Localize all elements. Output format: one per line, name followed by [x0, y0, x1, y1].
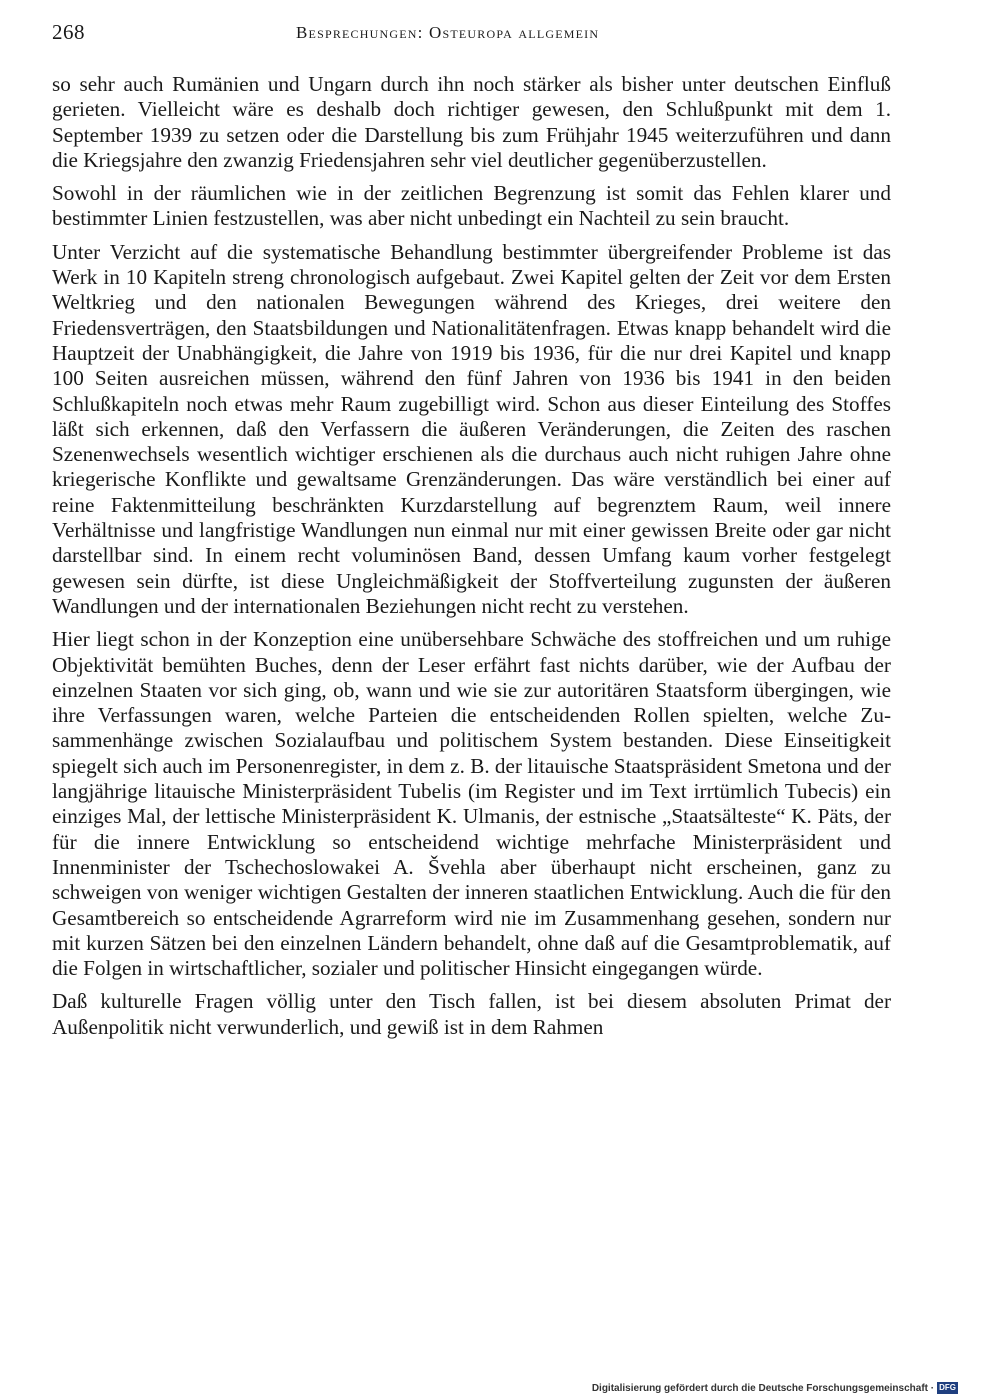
- digitization-credit: [592, 1382, 958, 1394]
- paragraph-5: Daß kulturelle Fragen völlig unter den Tisch fallen, ist bei diesem absoluten Primat der Außenpolitik nicht verwunderlich, und gewiß ist in dem Rahmen: [52, 989, 891, 1039]
- paragraph-1: so sehr auch Rumänien und Ungarn durch ihn noch stärker als bisher unter deutschen Einfluß gerieten. Vielleicht wäre es deshalb doch richtiger gewesen, den Schlußpunkt mit dem 1. September 1939 zu setzen oder die Darstellung bis zum Frühjahr 1945 weiterzuführen und dann die Kriegsjahre den zwanzig Friedensjahren sehr viel deutlicher gegenüberzustellen.: [52, 72, 891, 172]
- page-number: 268: [52, 20, 85, 44]
- article-body: [52, 72, 891, 1048]
- credit-text: Digitalisierung gefördert durch die Deutsche Forschungsgemeinschaft ·: [591, 1382, 935, 1394]
- paragraph-3: Unter Verzicht auf die systematische Behandlung bestimmter übergreifender Probleme ist das Werk in 10 Kapiteln streng chronologisch aufgebaut. Zwei Kapitel gelten der Zeit vor dem Ersten Weltkrieg und den nationalen Bewegungen während des Krieges, drei weitere den Friedensverträgen, den Staatsbildungen und Nationalitätenfragen. Etwas knapp behandelt wird die Hauptzeit der Unabhängigkeit, die Jahre von 1919 bis 1936, für die nur drei Kapitel und knapp 100 Seiten ausreichen müssen, während den fünf Jahren von 1936 bis 1941 in den beiden Schlußkapiteln noch etwas mehr Raum zugebilligt wird. Schon aus dieser Einteilung des Stoffes läßt sich erkennen, daß den Verfassern die äußeren Veränderungen, die Zeiten des raschen Szenenwechsels wesentlich wichtiger erschienen als die durchaus auch nicht ruhigen Jahre ohne kriegerische Konflikte und gewaltsame Grenzänderungen. Das wäre verständlich bei einer auf reine Faktenmitteilung beschränkten Kurzdarstellung auf begrenztem Raum, weil innere Verhältnisse und langfristige Wandlungen nun einmal nur mit einer gewissen Breite oder gar nicht darstellbar sind. In einem recht voluminösen Band, dessen Umfang kaum vorher festgelegt gewesen sein dürfte, ist diese Ungleichmäßigkeit der Stoffverteilung zugunsten der äußeren Wandlungen und der internationalen Beziehungen nicht recht zu verstehen.: [52, 239, 891, 618]
- running-title: Besprechungen: Osteuropa allgemein: [296, 23, 600, 42]
- paragraph-2: Sowohl in der räumlichen wie in der zeitlichen Begrenzung ist somit das Fehlen klarer und bestimmter Linien festzustellen, was aber nicht unbedingt ein Nachteil zu sein braucht.: [52, 181, 891, 231]
- dfg-logo: DFG: [939, 1383, 956, 1392]
- paragraph-4: Hier liegt schon in der Konzeption eine unübersehbare Schwäche des stoffreichen und um ruhige Objektivität bemühten Buches, denn der Leser erfährt fast nichts darüber, wie der Aufbau der einzelnen Staaten vor sich ging, ob, wann und wie sie zur autoritären Staatsform übergingen, wie ihre Verfassungen waren, welche Parteien die entscheidenden Rollen spielten, welche Zusammenhänge zwischen Sozialaufbau und politischem System bestanden. Diese Einseitigkeit spiegelt sich auch im Personenregister, in dem z. B. der litauische Staatspräsident Smetona und der langjährige litauische Ministerpräsident Tubelis (im Register und im Text irrtümlich Tubecis) ein einziges Mal, der lettische Ministerpräsident K. Ulmanis, der estnische „Staatsälteste“ K. Päts, der für die innere Entwicklung so entscheidend wichtige mehrfache Ministerpräsident und Innenminister der Tschechoslowakei A. Švehla aber überhaupt nicht erscheinen, ganz zu schweigen von weniger wichtigen Gestalten der inneren staatlichen Entwicklung. Auch die für den Gesamtbereich so entscheidende Agrarreform wird nie im Zusammenhang gesehen, sondern nur mit kurzen Sätzen bei den einzelnen Ländern behandelt, ohne daß auf die Gesamtproblematik, auf die Folgen in wirtschaftlicher, sozialer und politischer Hinsicht eingegangen würde.: [52, 627, 891, 981]
